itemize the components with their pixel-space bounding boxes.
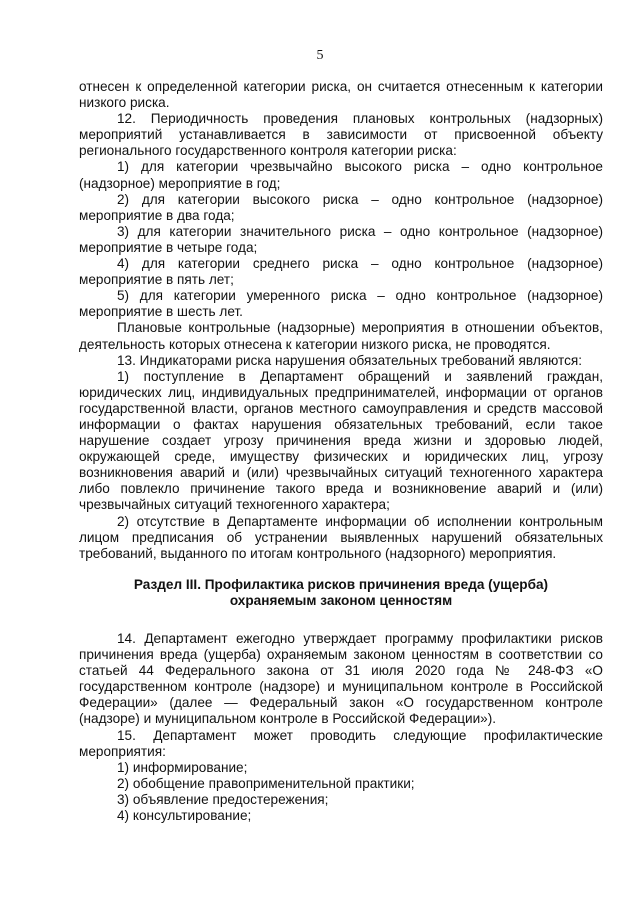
list-item: 1) информирование; xyxy=(117,759,248,775)
list-item: 4) для категории среднего риска – одно контрольное (надзорное) мероприятие в пять лет; xyxy=(79,256,603,288)
list-item: 2) обобщение правоприменительной практики; xyxy=(117,775,415,791)
list-item: 3) для категории значительного риска – одно контрольное (надзорное) мероприятие в четыре года; xyxy=(79,223,603,255)
paragraph: 13. Индикаторами риска нарушения обязательных требований являются: xyxy=(117,352,583,368)
section-title xyxy=(79,577,603,609)
list-item: 5) для категории умеренного риска – одно контрольное (надзорное) мероприятие в шесть лет. xyxy=(79,288,603,320)
paragraph: 14. Департамент ежегодно утверждает программу профилактики рисков причинения вреда (ущерба) охраняемым законом ценностям в соответствии со статьей 44 Федерального закона от 31 июля 2020 года № 248-ФЗ «О государственном контроле (надзоре) и муниципальном контроле в Российской Федерации» (далее — Федеральный закон «О государственном контроле (надзоре) и муниципальном контроле в Российской Федерации»). xyxy=(79,631,603,727)
paragraph: 12. Периодичность проведения плановых контрольных (надзорных) мероприятий устанавливается в зависимости от присвоенной объекту регионального государственного контроля категории риска: xyxy=(79,111,603,159)
section-title-line: охраняемым законом ценностям xyxy=(229,592,453,608)
section-title-line: Раздел III. Профилактика рисков причинения вреда (ущерба) xyxy=(133,576,549,592)
paragraph: Плановые контрольные (надзорные) мероприятия в отношении объектов, деятельность которых отнесена к категории низкого риска, не проводятся. xyxy=(79,320,603,352)
page-number: 5 xyxy=(316,48,324,63)
paragraph: 15. Департамент может проводить следующие профилактические мероприятия: xyxy=(79,727,603,759)
document-body xyxy=(79,79,603,824)
list-item: 1) поступление в Департамент обращений и заявлений граждан, юридических лиц, индивидуальных предпринимателей, информации от органов государственной власти, органов местного самоуправления и средств массовой информации о фактах нарушения обязательных требований, если такое нарушение создает угрозу причинения вреда жизни и здоровью людей, окружающей среде, имуществу физических и юридических лиц, угрозу возникновения аварий и (или) чрезвычайных ситуаций техногенного характера либо повлекло причинение такого вреда и возникновение аварий и (или) чрезвычайных ситуаций техногенного характера; xyxy=(79,368,603,513)
list-item: 2) отсутствие в Департаменте информации об исполнении контрольным лицом предписания об устранении выявленных нарушений обязательных требований, выданного по итогам контрольного (надзорного) мероприятия. xyxy=(79,513,603,561)
list-item: 2) для категории высокого риска – одно контрольное (надзорное) мероприятие в два года; xyxy=(79,191,603,223)
paragraph: отнесен к определенной категории риска, он считается отнесенным к категории низкого риска. xyxy=(79,79,603,111)
list-item: 4) консультирование; xyxy=(117,808,252,824)
list-item: 3) объявление предостережения; xyxy=(117,791,329,807)
list-item: 1) для категории чрезвычайно высокого риска – одно контрольное (надзорное) мероприятие в год; xyxy=(79,159,603,191)
